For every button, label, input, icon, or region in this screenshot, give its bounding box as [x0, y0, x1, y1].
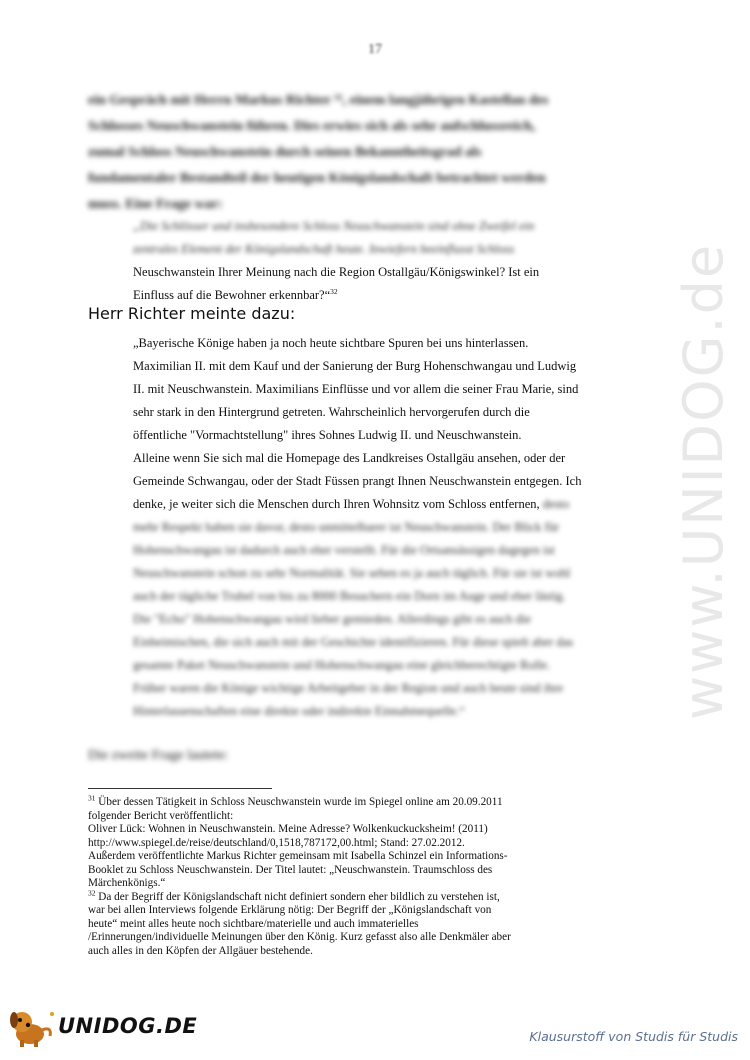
- question-1-line-3: Neuschwanstein Ihrer Meinung nach die Region Ostallgäu/Königswinkel? Ist ein: [133, 265, 540, 279]
- watermark: www.UNIDOG.de: [672, 242, 735, 720]
- footnote-ref-32: 32: [330, 286, 338, 296]
- footnote-line: Da der Begriff der Königslandschaft nicht definiert sondern eher bildlich zu verstehen ist,: [98, 890, 500, 903]
- answer-intro: Herr Richter meinte dazu:: [88, 304, 296, 323]
- page-number: 17: [368, 42, 382, 57]
- footnote-line: Booklet zu Schloss Neuschwanstein. Der Titel lautet: „Neuschwanstein. Traumschloss des: [88, 863, 493, 876]
- question-1-line-2: zentrales Element der Königslandschaft heute. Inwiefern beeinflusst Schloss: [133, 242, 515, 256]
- question-1-line-4: Einfluss auf die Bewohner erkennbar?“: [133, 288, 331, 302]
- footnotes: [88, 793, 570, 958]
- unidog-logo[interactable]: [8, 1006, 198, 1048]
- question-1-quote: [133, 215, 573, 307]
- question-1-line-1: „Die Schlösser und insbesondere Schloss Neuschwanstein sind ohne Zweifel ein: [133, 219, 535, 233]
- answer-quote: [133, 332, 583, 723]
- footnote-line: http://www.spiegel.de/reise/deutschland/0,1518,787172,00.html; Stand: 27.02.2012.: [88, 836, 465, 849]
- footnote-line: Oliver Lück: Wohnen in Neuschwanstein. Meine Adresse? Wolkenkuckucksheim! (2011): [88, 823, 488, 835]
- footnote-number: 31: [88, 793, 96, 803]
- second-question-heading: Die zweite Frage lautete:: [88, 748, 229, 763]
- footnote-number: 32: [88, 887, 96, 897]
- footnote-line: Märchenkönigs.“: [88, 877, 166, 889]
- footnote-line: war bei allen Interviews folgende Erklärung nötig: Der Begriff der „Königslandschaft von: [88, 904, 492, 916]
- footnote-line: Außerdem veröffentlichte Markus Richter gemeinsam mit Isabella Schinzel ein Informations-: [88, 850, 508, 862]
- footnote-line: /Erinnerungen/individuelle Meinungen über den König. Kurz gefasst also alle Denkmäler aber: [88, 931, 511, 943]
- answer-para-2: [133, 447, 583, 723]
- answer-para-1: „Bayerische Könige haben ja noch heute sichtbare Spuren bei uns hinterlassen. Maximilian II. mit dem Kauf und der Sanierung der Burg Hohenschwangau und Ludwig II. mit Neuschwanstein. Maximilians Einflüsse und vor allem die seiner Frau Marie, sind sehr stark in den Hintergrund getreten. Wahrscheinlich hervorgerufen durch die öffentliche "Vormachtstellung" ihres Sohnes Ludwig II. und Neuschwanstein.: [133, 336, 579, 442]
- footnote-divider: [88, 788, 272, 789]
- footer-tagline: Klausurstoff von Studis für Studis: [529, 1029, 738, 1044]
- dog-icon: [8, 1006, 56, 1048]
- footnote-line: auch alles in den Köpfen der Allgäuer bestehende.: [88, 944, 313, 957]
- footnote-32: [88, 887, 570, 959]
- answer-para-2-blurred: desto mehr Respekt haben sie davor, desto unmittelbarer ist Neuschwanstein. Der Blick für Hohenschwangau ist dadurch auch eher verstellt. Für die Ortsansässigen dagegen ist Neuschwanstein schon zu sehr Normalität. Sie sehen es ja auch täglich. Für sie ist wohl auch der tägliche Trubel von bis zu 8000 Besuchern ein Dorn im Auge und eher lästig. Die "Echo" Hohenschwangau wird lieber gemieden. Allerdings gibt es auch die Einheimischen, die sich auch mit der Geschichte identifizieren. Für diese spielt aber das gesamte Paket Neuschwanstein und Hohenschwangau eine gleichberechtigte Rolle. Früher waren die Könige wichtige Arbeitgeber in der Region und auch heute sind ihre Hinterlassenschaften eine direkte oder indirekte Einnahmequelle.“: [133, 497, 574, 718]
- footnote-line: folgender Bericht veröffentlicht:: [88, 809, 234, 822]
- footnote-31: [88, 793, 570, 891]
- logo-text: UNIDOG.DE: [58, 1014, 198, 1038]
- footnote-line: heute“ meint alles heute noch sichtbare/materielle und auch immaterielles: [88, 917, 419, 930]
- paragraph-blurred: ein Gespräch mit Herrn Markus Richter ³¹, einem langjährigen Kastellan des Schlosses Neuschwanstein führen. Dies erwies sich als sehr aufschlussreich, zumal Schloss Neuschwanstein durch seinen Bekanntheitsgrad als fundamentaler Bestandteil der heutigen Königslandschaft betrachtet werden muss. Eine Frage war:: [88, 93, 549, 212]
- footnote-line: Über dessen Tätigkeit in Schloss Neuschwanstein wurde im Spiegel online am 20.09.2011: [98, 796, 503, 808]
- answer-para-2-clear: Alleine wenn Sie sich mal die Homepage des Landkreises Ostallgäu ansehen, oder der Gemeinde Schwangau, oder der Stadt Füssen prangt Ihnen Neuschwanstein entgegen. Ich denke, je weiter sich die Menschen durch Ihren Wohnsitz vom Schloss entfernen,: [133, 451, 582, 511]
